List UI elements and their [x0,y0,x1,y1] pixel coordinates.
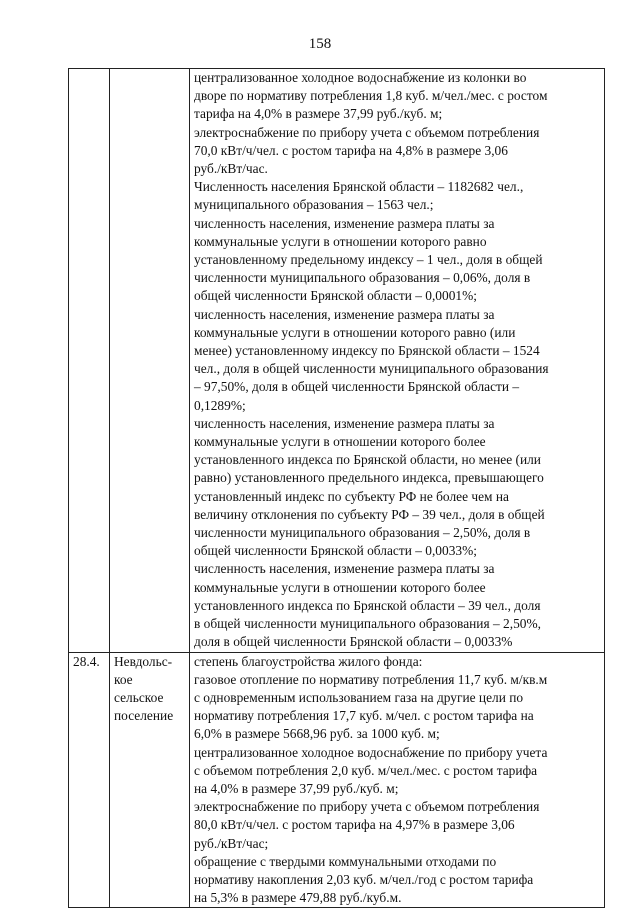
settlement-name-line: сельское [114,689,164,705]
description-line: численности муниципального образования – 0,06%, доля в [194,270,531,286]
description-line: численность населения, изменение размера платы за [194,415,495,431]
description-line: доля в общей численности Брянской области – 0,0033% [194,634,513,650]
description-line: нормативу накопления 2,03 куб. м/чел./год с ростом тарифа [194,871,534,887]
description-line: установленный индекс по субъекту РФ не более чем на [194,488,509,504]
row-number-cell [69,652,110,908]
description-line: численности муниципального образования – 2,50%, доля в [194,525,531,541]
row-number-cell [69,69,110,653]
description-line: общей численности Брянской области – 0,0033%; [194,543,477,559]
description-line: установленного индекса по Брянской области – 39 чел., доля [194,597,541,613]
description-line: 0,1289%; [194,397,246,413]
description-line: коммунальные услуги в отношении которого более [194,434,486,450]
description-line: руб./кВт/час; [194,835,269,851]
description-line: в общей численности муниципального образования – 2,50%, [194,616,541,632]
description-line: централизованное холодное водоснабжение из колонки во [194,70,527,85]
table-body [69,69,605,908]
description-line: электроснабжение по прибору учета с объемом потребления [194,124,540,140]
description-line: на 4,0% в размере 37,99 руб./куб. м; [194,780,399,796]
description-line: численность населения, изменение размера платы за [194,215,495,231]
table-row [69,652,605,908]
table-row [69,69,605,653]
settlement-name-cell [110,652,190,908]
description-line: тарифа на 4,0% в размере 37,99 руб./куб. м; [194,106,443,122]
settlement-name-line: кое [114,671,133,687]
description-line: менее) установленному индексу по Брянской области – 1524 [194,343,540,359]
description-line: установленному предельному индексу – 1 чел., доля в общей [194,252,543,268]
description-line: с объемом потребления 2,0 куб. м/чел./мес. с ростом тарифа [194,762,538,778]
description-line: коммунальные услуги в отношении которого равно [194,233,487,249]
description-line: 6,0% в размере 5668,96 руб. за 1000 куб. м; [194,726,440,742]
description-cell [190,69,605,653]
description-line: общей численности Брянской области – 0,0001%; [194,288,477,304]
description-line: Численность населения Брянской области – 1182682 чел., [194,179,524,195]
description-line: 70,0 кВт/ч/чел. с ростом тарифа на 4,8% в размере 3,06 [194,142,508,158]
description-line: численность населения, изменение размера платы за [194,561,495,577]
description-line: централизованное холодное водоснабжение по прибору учета [194,744,548,760]
description-cell [190,652,605,908]
description-line: электроснабжение по прибору учета с объемом потребления [194,799,540,815]
description-line: равно) установленного предельного индекса, превышающего [194,470,544,486]
description-line: величину отклонения по субъекту РФ – 39 чел., доля в общей [194,506,545,522]
description-line: муниципального образования – 1563 чел.; [194,197,434,213]
row-number: 28.4. [73,653,100,669]
description-line: обращение с твердыми коммунальными отходами по [194,853,497,869]
description-line: 80,0 кВт/ч/чел. с ростом тарифа на 4,97% в размере 3,06 [194,817,515,833]
description-line: численность населения, изменение размера платы за [194,306,495,322]
description-line: установленного индекса по Брянской области, но менее (или [194,452,541,468]
settlement-name-cell [110,69,190,653]
page-number: 158 [308,36,332,52]
description-line: чел., доля в общей численности муниципального образования [194,361,549,377]
settlement-name-line: Невдольс- [114,653,173,669]
settlement-name-line: поселение [114,708,174,724]
tariff-table [68,68,605,908]
description-line: нормативу потребления 17,7 куб. м/чел. с ростом тарифа на [194,708,534,724]
description-line: дворе по нормативу потребления 1,8 куб. м/чел./мес. с ростом [194,88,548,104]
description-line: на 5,3% в размере 479,88 руб./куб.м. [194,890,402,906]
description-line: степень благоустройства жилого фонда: [194,653,423,669]
description-line: коммунальные услуги в отношении которого равно (или [194,324,516,340]
description-line: руб./кВт/час. [194,161,268,177]
description-line: газовое отопление по нормативу потребления 11,7 куб. м/кв.м [194,671,548,687]
description-line: с одновременным использованием газа на другие цели по [194,689,524,705]
description-line: – 97,50%, доля в общей численности Брянской области – [194,379,520,395]
description-line: коммунальные услуги в отношении которого более [194,579,486,595]
